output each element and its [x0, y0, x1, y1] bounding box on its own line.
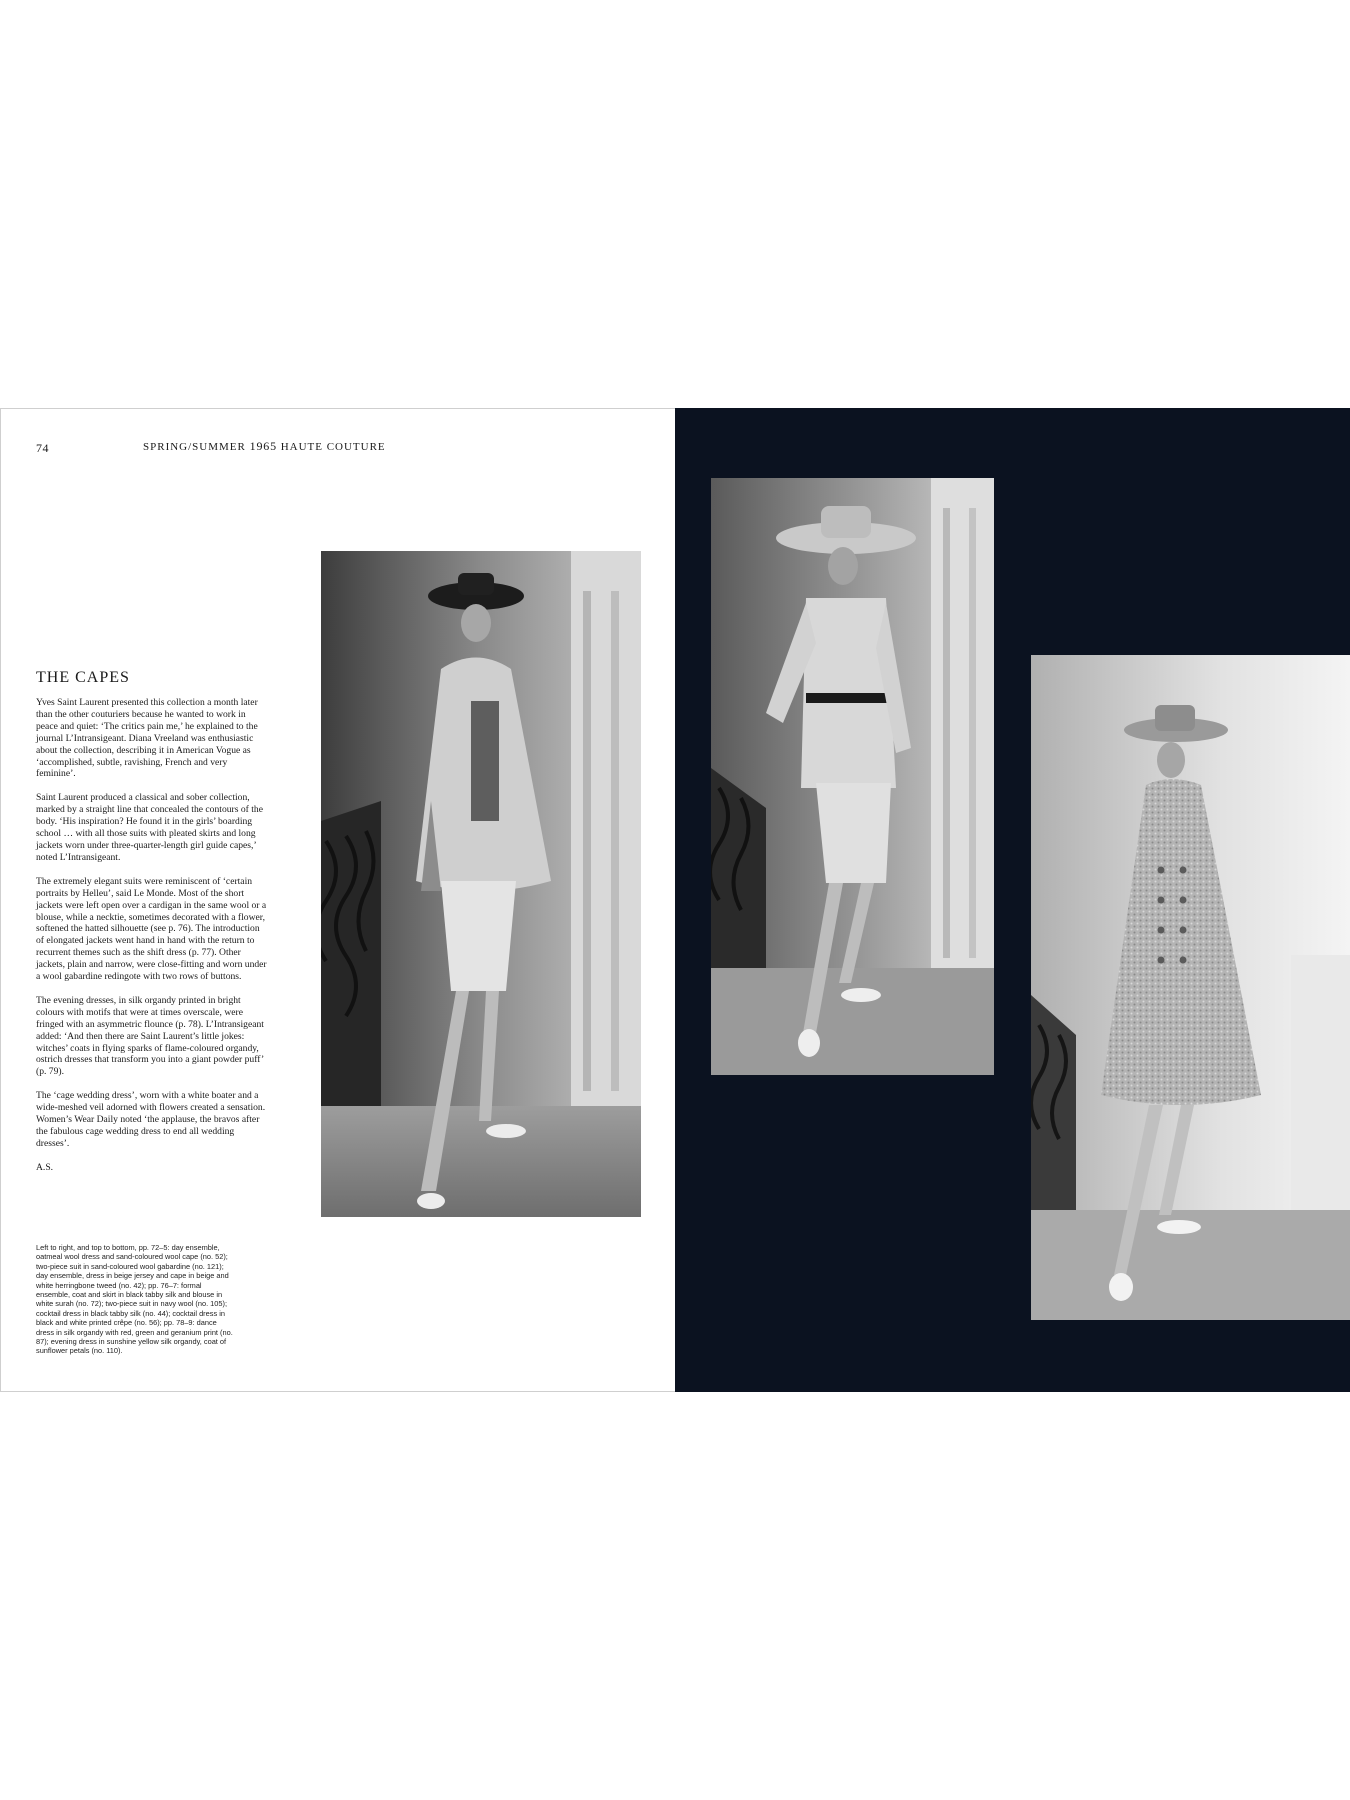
- running-head-year: 1965: [249, 439, 277, 453]
- left-page: [0, 408, 675, 1392]
- photo-caption: Left to right, and top to bottom, pp. 72–5: day ensemble, oatmeal wool dress and sand-coloured wool cape (no. 52); two-piece suit in sand-coloured wool gabardine (no. 121); day ensemble, dress in beige jersey and cape in beige and white herringbone tweed (no. 42); pp. 76–7: formal ensemble, coat and skirt in black tabby silk and blouse in white surah (no. 72); two-piece suit in navy wool (no. 105); cocktail dress in black tabby silk (no. 44); cocktail dress in black and white printed crêpe (no. 56); pp. 78–9: dance dress in silk organdy with red, green and geranium print (no. 87); evening dress in sunshine yellow silk organdy, coat of sunflower petals (no. 110).: [36, 1243, 233, 1356]
- page-number: 74: [36, 441, 49, 455]
- running-head: [143, 439, 386, 454]
- book-spread: [0, 408, 1350, 1392]
- paragraph-3: The extremely elegant suits were reminiscent of ‘certain portraits by Helleu’, said Le Monde. Most of the short jackets were left open over a cardigan in the same wool or a blouse, while a necktie, sometimes decorated with a flower, softened the hatted silhouette (see p. 76). The introduction of elongated jackets went hand in hand with the return to recurrent themes such as the shift dress (p. 77). Other jackets, plain and narrow, were close-fitting and worn under a wool gabardine redingote with two rows of buttons.: [36, 875, 267, 983]
- author-initials: A.S.: [36, 1161, 54, 1173]
- running-head-collection: HAUTE COUTURE: [280, 441, 386, 453]
- paragraph-2: Saint Laurent produced a classical and sober collection, marked by a straight line that concealed the contours of the body. ‘His inspiration? He found it in the girls’ boarding school … with all those suits with pleated skirts and long jackets worn under three-quarter-length girl guide capes,’ noted L’Intransigeant.: [36, 792, 263, 863]
- photo-model-in-suit: [711, 478, 994, 1075]
- paragraph-1: Yves Saint Laurent presented this collection a month later than the other couturiers because he wanted to work in peace and quiet: ‘The critics pain me,’ he explained to the journal L’Intransigeant. Diana Vreeland was enthusiastic about the collection, describing it in American Vogue as ‘accomplished, subtle, ravishing, French and very feminine’.: [36, 697, 258, 780]
- section-heading: THE CAPES: [36, 669, 130, 686]
- photo-model-in-cape: [321, 551, 641, 1217]
- photo-model-in-tweed-cape: [1031, 655, 1350, 1320]
- running-head-season: SPRING/SUMMER: [143, 441, 246, 453]
- paragraph-5: The ‘cage wedding dress’, worn with a white boater and a wide-meshed veil adorned with flowers created a sensation. Women’s Wear Daily noted ‘the applause, the bravos after the fabulous cage wedding dress to end all wedding dresses’.: [36, 1090, 266, 1149]
- article-body: [36, 697, 268, 1186]
- paragraph-4: The evening dresses, in silk organdy printed in bright colours with motifs that were at times overscale, were fringed with an asymmetric flounce (p. 78). L’Intransigeant added: ‘And then there are Saint Laurent’s little jokes: witches’ coats in flying sparks of flame-coloured organdy, ostrich dresses that transform you into a giant powder puff’ (p. 79).: [36, 994, 264, 1078]
